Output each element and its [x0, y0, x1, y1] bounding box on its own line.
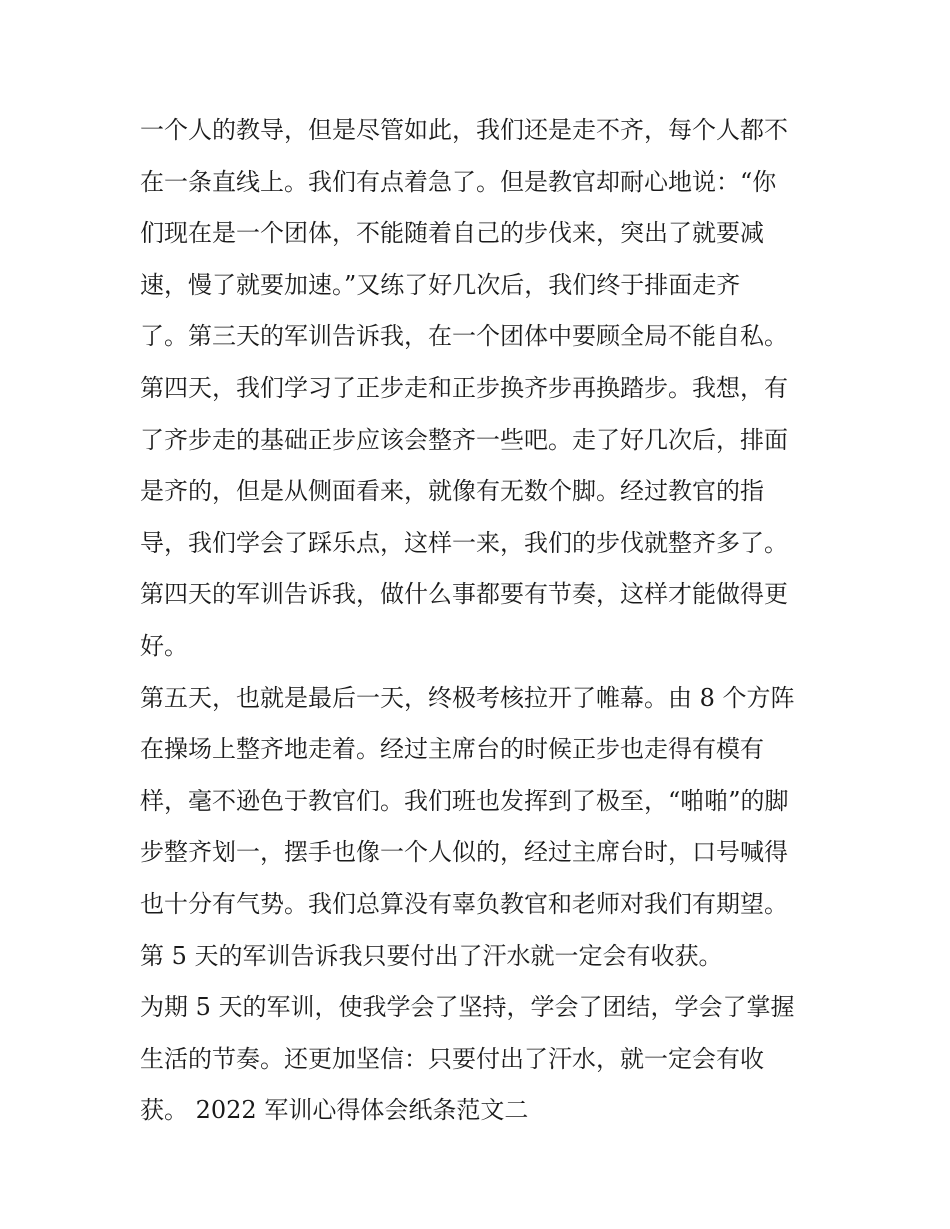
text-line: 获。 2022 军训心得体会纸条范文二 [140, 1096, 529, 1125]
text-line: 一个人的教导，但是尽管如此，我们还是走不齐，每个人都不 [140, 116, 788, 144]
text-line: 第四天，我们学习了正步走和正步换齐步再换踏步。我想，有 [140, 373, 788, 402]
text-line: 速，慢了就要加速。”又练了好几次后，我们终于排面走齐 [140, 270, 741, 299]
body-text [140, 105, 820, 1137]
text-line: 第 5 天的军训告诉我只要付出了汗水就一定会有收获。 [140, 941, 723, 970]
text-line: 也十分有气势。我们总算没有辜负教官和老师对我们有期望。 [140, 889, 788, 918]
text-line: 了齐步走的基础正步应该会整齐一些吧。走了好几次后，排面 [140, 425, 788, 454]
text-line: 导，我们学会了踩乐点，这样一来，我们的步伐就整齐多了。 [140, 528, 788, 557]
text-line: 为期 5 天的军训，使我学会了坚持，学会了团结，学会了掌握 [140, 993, 795, 1022]
text-line: 在一条直线上。我们有点着急了。但是教官却耐心地说：“你 [140, 167, 777, 196]
text-line: 在操场上整齐地走着。经过主席台的时候正步也走得有模有 [140, 735, 764, 764]
text-line: 第五天，也就是最后一天，终极考核拉开了帷幕。由 8 个方阵 [140, 683, 795, 712]
text-line: 是齐的，但是从侧面看来，就像有无数个脚。经过教官的指 [140, 477, 764, 506]
text-line: 第四天的军训告诉我，做什么事都要有节奏，这样才能做得更 [140, 580, 788, 609]
text-line: 好。 [140, 631, 188, 660]
text-line: 样，毫不逊色于教官们。我们班也发挥到了极至，“啪啪”的脚 [140, 786, 789, 815]
text-line: 生活的节奏。还更加坚信：只要付出了汗水，就一定会有收 [140, 1044, 764, 1073]
text-line: 了。第三天的军训告诉我，在一个团体中要顾全局不能自私。 [140, 322, 788, 351]
text-line: 步整齐划一，摆手也像一个人似的，经过主席台时，口号喊得 [140, 838, 788, 867]
text-line: 们现在是一个团体，不能随着自己的步伐来，突出了就要减 [140, 219, 764, 248]
